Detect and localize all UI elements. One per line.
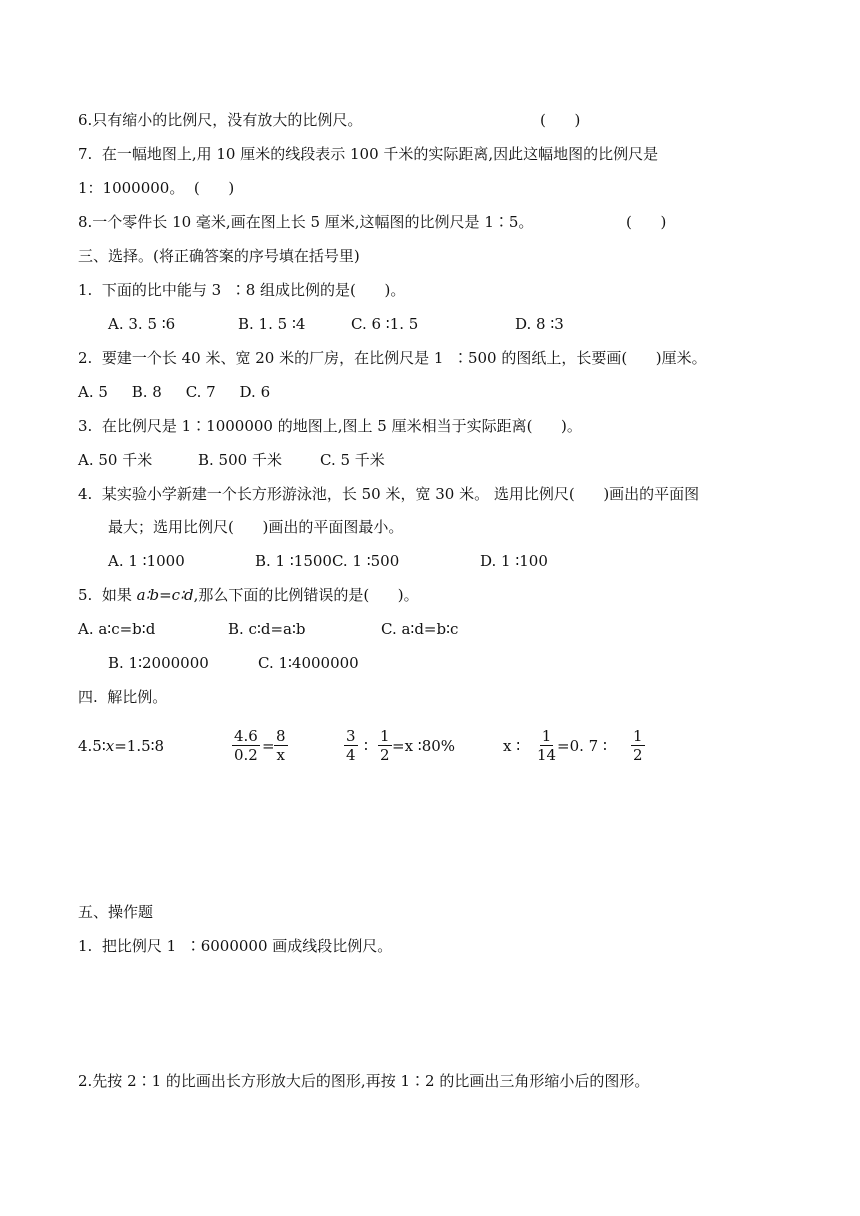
q1-option-a[interactable]: A. 3. 5 ∶6 [108, 315, 176, 333]
fraction-1-over-2-b: $\frac{1}{2}$ [633, 727, 643, 764]
q5-option-b[interactable]: B. c∶d=a∶b [228, 620, 306, 638]
q4-option-b-c[interactable]: B. 1 ∶1500C. 1 ∶500 [255, 552, 400, 570]
proportion-1: 4.5∶x=1.5∶8 [78, 737, 165, 755]
q2-options[interactable]: A. 5 B. 8 C. 7 D. 6 [78, 383, 271, 401]
fraction-4.6-over-0.2: $\frac{4.6}{0.2}$ [234, 727, 258, 764]
q3-option-b[interactable]: B. 500 千米 [198, 451, 282, 469]
fraction-1-over-14: $\frac{1}{14}$ [537, 727, 557, 764]
fraction-1-over-2: $\frac{1}{2}$ [380, 727, 390, 764]
choice-question-4-line2: 最大；选用比例尺( )画出的平面图最小。 [108, 518, 404, 536]
choice-question-5 [78, 585, 419, 605]
choice-question-3: 3. 在比例尺是 1∶1000000 的地图上,图上 5 厘米相当于实际距离( )。 [78, 417, 582, 435]
judge-question-7-line1: 7. 在一幅地图上,用 10 厘米的线段表示 100 千米的实际距离,因此这幅地图的比例尺是 [78, 145, 659, 163]
section-5-heading: 五、操作题 [78, 903, 154, 921]
answer-paren-6[interactable]: ( ) [540, 111, 581, 129]
answer-paren-8[interactable]: ( ) [626, 213, 667, 231]
fraction-8-over-x: $\frac{8}{x}$ [276, 727, 286, 764]
choice-question-1: 1. 下面的比中能与 3 ∶8 组成比例的是( )。 [78, 281, 406, 299]
q5-prefix: 5. 如果 [78, 586, 137, 604]
section-3-heading: 三、选择。(将正确答案的序号填在括号里) [78, 247, 360, 265]
q5-suffix: ,那么下面的比例错误的是( )。 [193, 586, 419, 604]
q1-option-c[interactable]: C. 6 ∶1. 5 [351, 315, 419, 333]
choice-question-2: 2. 要建一个长 40 米、宽 20 米的厂房，在比例尺是 1 ∶500 的图纸上，长要画( )厘米。 [78, 349, 707, 367]
equals-sign: = [262, 737, 275, 755]
q4-option-a[interactable]: A. 1 ∶1000 [108, 552, 185, 570]
choice-question-4-line1: 4. 某实验小学新建一个长方形游泳池，长 50 米，宽 30 米。 选用比例尺( )画出的平面图 [78, 485, 700, 503]
proportion-4-prefix: x ∶ [503, 737, 521, 755]
q1-option-b[interactable]: B. 1. 5 ∶4 [238, 315, 306, 333]
q5-option-c[interactable]: C. a∶d=b∶c [381, 620, 459, 638]
judge-question-6: 6.只有缩小的比例尺，没有放大的比例尺。 [78, 111, 363, 129]
operation-question-2: 2.先按 2∶1 的比画出长方形放大后的图形,再按 1∶2 的比画出三角形缩小后的图形。 [78, 1072, 650, 1090]
fraction-3-over-4: $\frac{3}{4}$ [346, 727, 356, 764]
q5-expression: a∶b=c∶d [136, 586, 194, 604]
section-4-heading: 四. 解比例。 [78, 688, 168, 706]
q3-option-c[interactable]: C. 5 千米 [320, 451, 385, 469]
q1-option-d[interactable]: D. 8 ∶3 [515, 315, 564, 333]
proportion-3-rest: =x ∶80% [392, 737, 456, 755]
extra-option-b[interactable]: B. 1∶2000000 [108, 654, 209, 672]
judge-question-8: 8.一个零件长 10 毫米,画在图上长 5 厘米,这幅图的比例尺是 1∶5。 [78, 213, 534, 231]
ratio-sign: ∶ [364, 737, 368, 755]
q5-option-a[interactable]: A. a∶c=b∶d [78, 620, 156, 638]
proportion-4-middle: =0. 7 ∶ [557, 737, 607, 755]
judge-question-7-line2: 1：1000000。 ( ) [78, 179, 235, 197]
q3-option-a[interactable]: A. 50 千米 [78, 451, 153, 469]
operation-question-1: 1. 把比例尺 1 ∶6000000 画成线段比例尺。 [78, 937, 393, 955]
q4-option-d[interactable]: D. 1 ∶100 [480, 552, 548, 570]
extra-option-c[interactable]: C. 1∶4000000 [258, 654, 359, 672]
